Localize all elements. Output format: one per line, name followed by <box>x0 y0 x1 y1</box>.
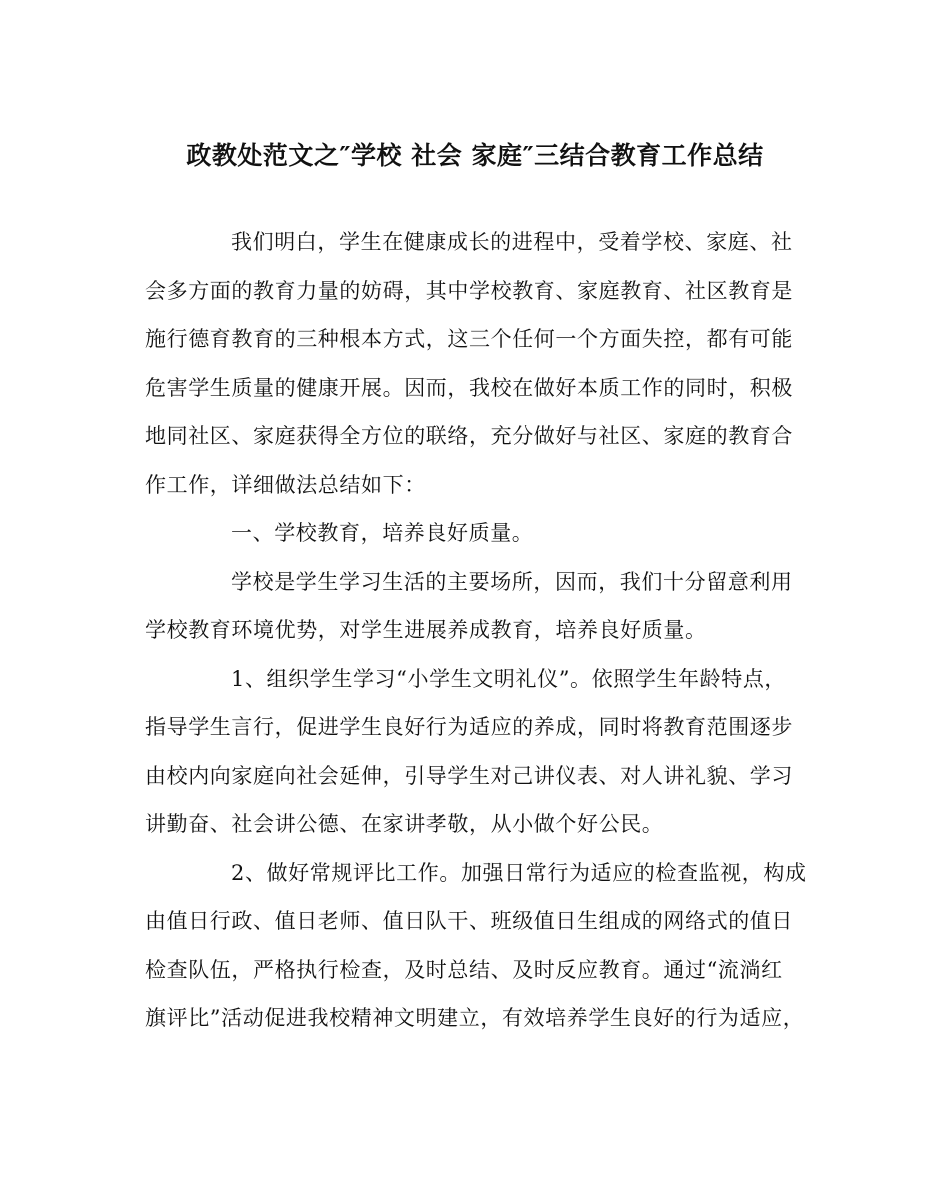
paragraph-line: 指导学生言行，促进学生良好行为适应的养成，同时将教育范围逐步 <box>145 715 793 739</box>
paragraph-line: 作工作，详细做法总结如下： <box>145 472 426 497</box>
paragraph-line: 旗评比”活动促进我校精神文明建立，有效培养学生良好的行为适应， <box>145 1006 805 1030</box>
document-body <box>145 218 805 1043</box>
paragraph-line: 施行德育教育的三种根本方式，这三个任何一个方面失控，都有可能 <box>145 327 793 351</box>
paragraph-line: 由值日行政、值日老师、值日队干、班级值日生组成的网络式的值日 <box>145 909 793 933</box>
section-heading: 一、学校教育，培养良好质量。 <box>231 521 534 545</box>
paragraph-line: 地同社区、家庭获得全方位的联络，充分做好与社区、家庭的教育合 <box>145 424 793 448</box>
paragraph-line: 由校内向家庭向社会延伸，引导学生对己讲仪表、对人讲礼貌、学习 <box>145 763 793 788</box>
paragraph-line: 2、做好常规评比工作。加强日常行为适应的检查监视，构成 <box>231 860 807 885</box>
paragraph-line: 我们明白，学生在健康成长的进程中，受着学校、家庭、社 <box>231 230 793 254</box>
document-title: 政教处范文之″学校 社会 家庭″三结合教育工作总结 <box>186 141 764 170</box>
paragraph-line: 检查队伍，严格执行检查，及时总结、及时反应教育。通过“流淌红 <box>145 957 783 982</box>
paragraph-line: 1、组织学生学习“小学生文明礼仪”。依照学生年龄特点， <box>231 666 787 691</box>
paragraph-line: 会多方面的教育力量的妨碍，其中学校教育、家庭教育、社区教育是 <box>145 278 793 303</box>
paragraph-line: 讲勤奋、社会讲公德、在家讲孝敬，从小做个好公民。 <box>145 812 664 836</box>
paragraph-line: 危害学生质量的健康开展。因而，我校在做好本质工作的同时，积极 <box>145 375 793 400</box>
paragraph-line: 学校是学生学习生活的主要场所，因而，我们十分留意利用 <box>231 569 793 594</box>
paragraph-line: 学校教育环境优势，对学生进展养成教育，培养良好质量。 <box>145 618 707 642</box>
